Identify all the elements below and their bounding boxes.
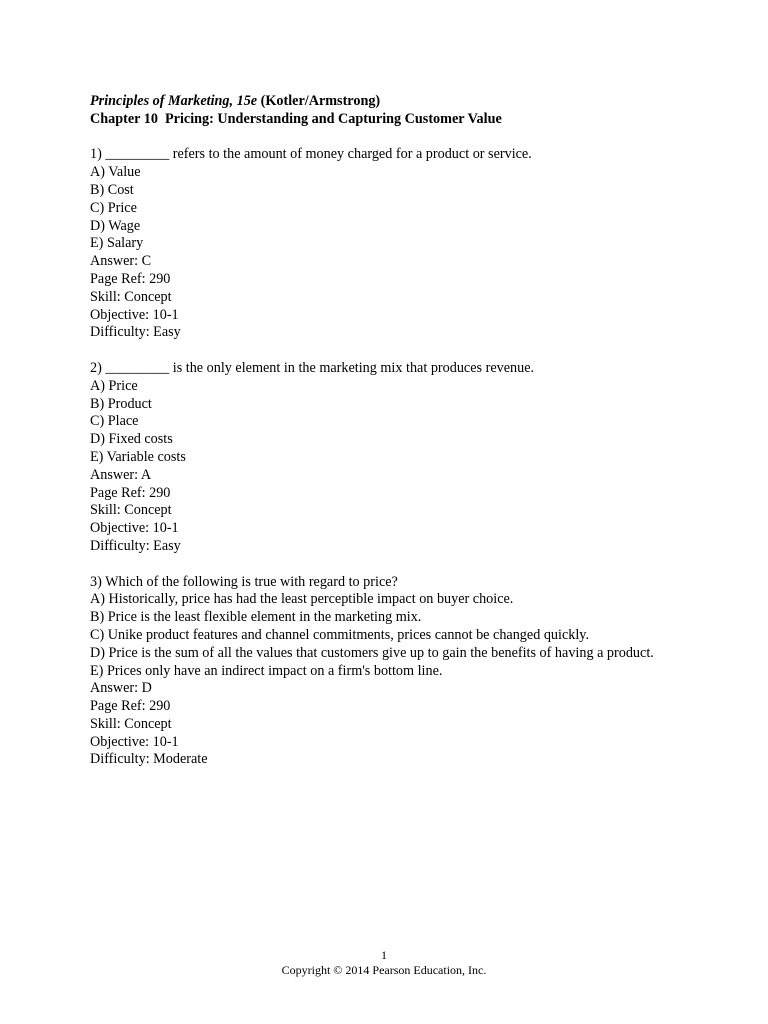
difficulty: Difficulty: Easy	[90, 537, 181, 554]
option-b: B) Price is the least flexible element in the marketing mix.	[90, 609, 422, 626]
option-b: B) Cost	[90, 181, 134, 198]
answer: Answer: A	[90, 466, 152, 483]
option-d: D) Fixed costs	[90, 431, 173, 448]
question-stem: 3) Which of the following is true with regard to price?	[90, 573, 398, 590]
book-header	[90, 93, 690, 111]
chapter-title: Pricing: Understanding and Capturing Customer Value	[165, 110, 502, 127]
page-content	[90, 93, 690, 769]
page-number: 1	[381, 948, 387, 962]
skill: Skill: Concept	[90, 502, 172, 519]
option-e: E) Variable costs	[90, 448, 186, 465]
page-ref: Page Ref: 290	[90, 484, 171, 501]
chapter-number: Chapter 10	[90, 110, 158, 127]
chapter-header	[90, 111, 690, 129]
option-e: E) Prices only have an indirect impact on a firm's bottom line.	[90, 662, 443, 679]
option-a: A) Historically, price has had the least perceptible impact on buyer choice.	[90, 591, 514, 608]
skill: Skill: Concept	[90, 288, 172, 305]
option-c: C) Place	[90, 413, 139, 430]
option-b: B) Product	[90, 395, 152, 412]
objective: Objective: 10-1	[90, 306, 179, 323]
difficulty: Difficulty: Moderate	[90, 751, 208, 768]
question-stem: 1) _________ refers to the amount of money charged for a product or service.	[90, 146, 532, 163]
question-stem: 2) _________ is the only element in the marketing mix that produces revenue.	[90, 359, 535, 376]
option-c: C) Price	[90, 199, 137, 216]
option-a: A) Price	[90, 377, 138, 394]
difficulty: Difficulty: Easy	[90, 324, 181, 341]
option-a: A) Value	[90, 164, 141, 181]
page-ref: Page Ref: 290	[90, 698, 171, 715]
option-d: D) Wage	[90, 217, 141, 234]
question-2	[90, 360, 690, 556]
answer: Answer: D	[90, 680, 152, 697]
question-3	[90, 574, 690, 770]
skill: Skill: Concept	[90, 715, 172, 732]
objective: Objective: 10-1	[90, 520, 179, 537]
option-c: C) Unike product features and channel commitments, prices cannot be changed quickly.	[90, 626, 590, 643]
option-d: D) Price is the sum of all the values that customers give up to gain the benefits of having a product.	[90, 644, 654, 661]
objective: Objective: 10-1	[90, 733, 179, 750]
option-e: E) Salary	[90, 235, 144, 252]
question-1	[90, 146, 690, 342]
copyright-notice: Copyright © 2014 Pearson Education, Inc.	[281, 963, 487, 977]
page-ref: Page Ref: 290	[90, 270, 171, 287]
answer: Answer: C	[90, 253, 152, 270]
book-title: Principles of Marketing, 15e	[90, 93, 258, 109]
book-authors: (Kotler/Armstrong)	[260, 93, 381, 109]
